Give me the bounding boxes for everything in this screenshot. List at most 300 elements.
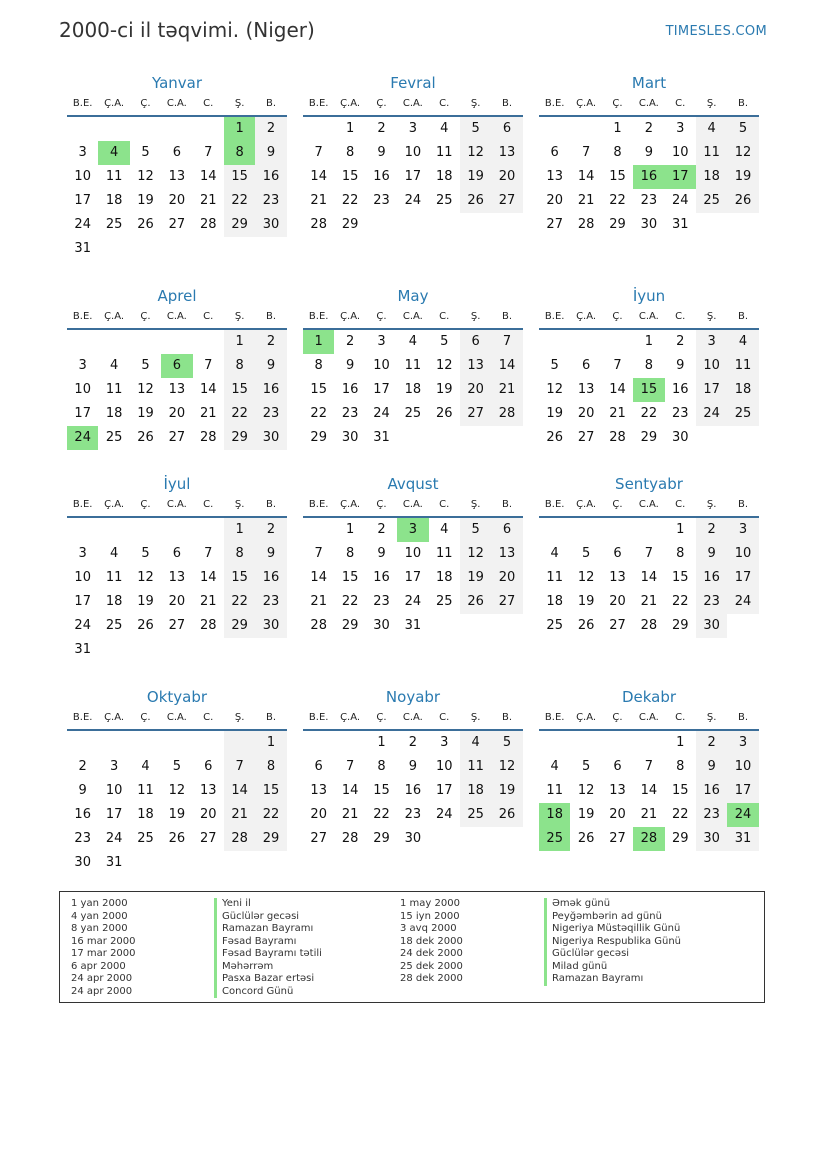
weekday-label: Ç.A. <box>104 311 125 322</box>
day-cell: 30 <box>255 426 286 450</box>
day-cell: 19 <box>435 382 453 397</box>
day-cell: 12 <box>137 169 154 184</box>
day-cell: 24 <box>105 831 123 846</box>
day-cell: 10 <box>74 382 91 397</box>
day-cell: 5 <box>581 546 591 561</box>
day-cell: 4 <box>440 121 449 136</box>
day-cell: 23 <box>696 803 727 827</box>
day-grid <box>303 117 523 237</box>
legend-holiday-name: Pasxa Bazar ertəsi <box>214 973 322 986</box>
day-cell: 2 <box>377 522 386 537</box>
day-cell: 16 <box>74 807 91 822</box>
day-cell: 6 <box>550 145 559 160</box>
day-cell: 3 <box>78 358 87 373</box>
day-cell: 20 <box>168 406 186 421</box>
day-cell: 11 <box>435 546 453 561</box>
weekday-label: Ş. <box>470 712 481 723</box>
weekday-label: C.A. <box>166 98 187 109</box>
day-cell: 16 <box>341 382 359 397</box>
day-cell: 30 <box>696 827 727 851</box>
day-cell: 25 <box>105 430 123 445</box>
brand-link[interactable]: TIMESLES.COM <box>665 24 767 39</box>
weekday-label: Ş. <box>470 311 481 322</box>
day-cell: 5 <box>141 145 150 160</box>
holiday-legend <box>59 891 765 1003</box>
weekday-label: Ç. <box>376 311 387 322</box>
day-grid <box>539 518 759 638</box>
day-cell: 24 <box>373 406 390 421</box>
day-cell: 21 <box>310 594 327 609</box>
day-cell: 4 <box>727 330 758 354</box>
month-name: Oktyabr <box>146 688 208 706</box>
day-cell: 29 <box>255 827 286 851</box>
day-cell: 6 <box>172 546 181 561</box>
legend-date: 15 iyn 2000 <box>400 910 460 922</box>
weekday-label: B. <box>266 311 277 322</box>
weekday-header <box>539 494 759 518</box>
weekday-label: Ç.A. <box>340 499 361 510</box>
day-cell: 8 <box>345 546 355 561</box>
day-cell: 24 <box>671 193 689 208</box>
day-cell: 12 <box>491 755 522 779</box>
day-cell: 18 <box>435 570 453 585</box>
day-cell: 8 <box>345 145 355 160</box>
day-cell: 10 <box>671 145 689 160</box>
day-cell: 12 <box>137 382 154 397</box>
legend-holiday-name: Ramazan Bayramı <box>214 923 322 936</box>
day-cell: 17 <box>727 779 758 803</box>
day-cell: 31 <box>74 642 91 657</box>
empty-cell <box>98 117 129 141</box>
weekday-header <box>303 93 523 117</box>
day-cell: 14 <box>199 570 217 585</box>
day-cell: 23 <box>373 594 390 609</box>
day-cell: 22 <box>341 193 359 208</box>
day-cell: 23 <box>255 402 286 426</box>
weekday-header <box>303 306 523 330</box>
day-cell: 14 <box>341 783 359 798</box>
weekday-label: C. <box>675 499 686 510</box>
weekday-label: Ş. <box>706 499 717 510</box>
weekday-label: B. <box>738 98 749 109</box>
day-cell: 19 <box>546 406 563 421</box>
day-grid <box>303 330 523 450</box>
weekday-label: Ç.A. <box>104 499 125 510</box>
day-cell: 13 <box>609 783 626 798</box>
day-cell: 17 <box>727 566 758 590</box>
legend-date: 1 yan 2000 <box>71 898 128 909</box>
weekday-label: B. <box>266 98 277 109</box>
weekday-label: C.A. <box>638 712 659 723</box>
legend-names-col-2 <box>544 898 681 986</box>
holiday-day-cell: 28 <box>633 827 664 851</box>
day-cell: 29 <box>224 213 255 237</box>
day-grid <box>539 731 759 851</box>
day-cell: 4 <box>109 546 119 561</box>
day-cell: 28 <box>199 618 217 633</box>
day-cell: 30 <box>255 614 286 638</box>
day-grid <box>539 117 759 237</box>
weekday-header <box>67 494 287 518</box>
day-cell: 20 <box>199 807 217 822</box>
empty-cell <box>539 330 570 354</box>
day-grid <box>303 731 523 851</box>
holiday-day-cell: 24 <box>67 426 98 450</box>
empty-cell <box>193 731 224 755</box>
day-cell: 1 <box>377 735 386 750</box>
day-cell: 14 <box>609 382 626 397</box>
day-cell: 11 <box>105 382 123 397</box>
day-cell: 24 <box>74 217 91 232</box>
day-cell: 16 <box>373 570 390 585</box>
empty-cell <box>303 117 334 141</box>
day-cell: 2 <box>345 334 355 349</box>
legend-holiday-name: Fəsad Bayramı tətili <box>214 948 322 961</box>
weekday-label: B.E. <box>72 712 93 723</box>
legend-holiday-name: Concord Günü <box>214 986 322 999</box>
weekday-label: Ç.A. <box>104 98 125 109</box>
month-block <box>67 73 287 261</box>
day-cell: 10 <box>404 546 422 561</box>
day-cell: 22 <box>609 193 626 208</box>
legend-date: 24 apr 2000 <box>71 973 133 984</box>
legend-names-col-1 <box>214 898 322 998</box>
month-block <box>303 73 523 237</box>
day-cell: 30 <box>696 614 727 638</box>
empty-cell <box>602 330 633 354</box>
day-cell: 6 <box>613 759 622 774</box>
day-cell: 4 <box>696 117 727 141</box>
month-name: Noyabr <box>385 688 441 706</box>
day-cell: 28 <box>224 827 255 851</box>
empty-cell <box>98 330 129 354</box>
weekday-label: Ç. <box>376 499 387 510</box>
day-cell: 22 <box>671 807 689 822</box>
day-cell: 10 <box>74 570 91 585</box>
day-cell: 23 <box>341 406 359 421</box>
legend-holiday-name: Peyğəmbərin ad günü <box>544 911 681 924</box>
legend-date: 18 dek 2000 <box>400 935 463 947</box>
day-cell: 29 <box>640 430 658 445</box>
day-cell: 24 <box>696 402 727 426</box>
holiday-day-cell: 25 <box>539 827 570 851</box>
day-cell: 20 <box>577 406 595 421</box>
day-cell: 7 <box>204 358 213 373</box>
day-cell: 17 <box>404 169 422 184</box>
day-cell: 29 <box>224 614 255 638</box>
day-cell: 19 <box>577 807 595 822</box>
day-cell: 27 <box>168 618 186 633</box>
day-cell: 30 <box>404 831 422 846</box>
day-grid <box>303 518 523 638</box>
day-cell: 11 <box>435 145 453 160</box>
day-cell: 14 <box>310 169 327 184</box>
day-cell: 11 <box>546 570 563 585</box>
day-cell: 28 <box>577 217 595 232</box>
weekday-header <box>539 93 759 117</box>
weekday-label: C. <box>675 712 686 723</box>
legend-date: 16 mar 2000 <box>71 935 136 947</box>
day-cell: 12 <box>137 570 154 585</box>
weekday-label: Ç.A. <box>576 499 597 510</box>
day-cell: 11 <box>460 755 491 779</box>
day-cell: 3 <box>109 759 119 774</box>
day-cell: 26 <box>727 189 758 213</box>
holiday-day-cell: 24 <box>727 803 758 827</box>
day-cell: 25 <box>105 217 123 232</box>
page-title: 2000-ci il təqvimi. (Niger) <box>59 18 315 42</box>
weekday-label: Ş. <box>234 499 245 510</box>
weekday-label: C. <box>203 499 214 510</box>
weekday-label: B. <box>738 712 749 723</box>
day-cell: 7 <box>204 546 213 561</box>
month-block <box>539 286 759 450</box>
holiday-day-cell: 6 <box>161 354 192 378</box>
month-name: Mart <box>631 74 667 92</box>
day-cell: 27 <box>546 217 563 232</box>
day-cell: 18 <box>404 382 422 397</box>
weekday-label: Ç.A. <box>576 712 597 723</box>
legend-holiday-name: Nigeriya Respublika Günü <box>544 936 681 949</box>
day-cell: 30 <box>341 430 359 445</box>
weekday-label: C.A. <box>402 98 423 109</box>
month-name: Yanvar <box>151 74 203 92</box>
day-cell: 20 <box>609 807 626 822</box>
day-cell: 17 <box>373 382 390 397</box>
day-cell: 6 <box>204 759 213 774</box>
day-cell: 31 <box>727 827 758 851</box>
day-cell: 11 <box>546 783 563 798</box>
empty-cell <box>570 518 601 542</box>
weekday-label: Ç.A. <box>576 98 597 109</box>
day-cell: 4 <box>408 334 417 349</box>
empty-cell <box>539 117 570 141</box>
day-cell: 30 <box>640 217 658 232</box>
day-cell: 29 <box>224 426 255 450</box>
day-cell: 6 <box>314 759 323 774</box>
day-cell: 12 <box>460 141 491 165</box>
legend-date: 1 may 2000 <box>400 898 460 909</box>
weekday-label: Ç.A. <box>340 311 361 322</box>
empty-cell <box>570 330 601 354</box>
day-cell: 28 <box>640 618 658 633</box>
weekday-label: B. <box>502 98 513 109</box>
day-cell: 22 <box>224 189 255 213</box>
day-cell: 30 <box>74 855 91 870</box>
month-block <box>539 474 759 638</box>
empty-cell <box>334 731 365 755</box>
day-cell: 1 <box>676 735 685 750</box>
day-cell: 13 <box>491 141 522 165</box>
legend-holiday-name: Əmək günü <box>544 898 681 911</box>
day-cell: 11 <box>137 783 154 798</box>
day-cell: 27 <box>310 831 327 846</box>
empty-cell <box>633 731 664 755</box>
day-cell: 20 <box>546 193 563 208</box>
empty-cell <box>224 731 255 755</box>
legend-dates-col-1 <box>71 898 136 998</box>
day-cell: 19 <box>137 406 154 421</box>
day-cell: 15 <box>310 382 327 397</box>
day-cell: 23 <box>74 831 91 846</box>
day-cell: 28 <box>491 402 522 426</box>
day-cell: 29 <box>373 831 390 846</box>
day-cell: 20 <box>310 807 327 822</box>
holiday-day-cell: 17 <box>665 165 696 189</box>
legend-holiday-name: Güclülər gecəsi <box>214 911 322 924</box>
empty-cell <box>193 117 224 141</box>
day-cell: 27 <box>577 430 595 445</box>
day-cell: 22 <box>224 590 255 614</box>
empty-cell <box>130 518 161 542</box>
day-cell: 10 <box>727 755 758 779</box>
weekday-label: B. <box>266 712 277 723</box>
day-cell: 9 <box>345 358 355 373</box>
weekday-header <box>67 306 287 330</box>
day-cell: 16 <box>696 566 727 590</box>
day-cell: 18 <box>460 779 491 803</box>
day-cell: 13 <box>546 169 563 184</box>
weekday-label: Ç. <box>140 98 151 109</box>
weekday-label: Ç. <box>612 311 623 322</box>
weekday-label: Ç. <box>376 98 387 109</box>
empty-cell <box>193 518 224 542</box>
day-cell: 7 <box>644 759 653 774</box>
day-cell: 28 <box>609 430 626 445</box>
day-cell: 23 <box>404 807 422 822</box>
day-cell: 29 <box>310 430 327 445</box>
month-block <box>303 474 523 638</box>
day-cell: 30 <box>255 213 286 237</box>
weekday-header <box>67 93 287 117</box>
day-cell: 26 <box>546 430 563 445</box>
empty-cell <box>539 518 570 542</box>
day-cell: 16 <box>255 378 286 402</box>
day-cell: 25 <box>460 803 491 827</box>
day-cell: 29 <box>341 618 359 633</box>
day-cell: 24 <box>404 594 422 609</box>
day-cell: 3 <box>727 518 758 542</box>
day-cell: 3 <box>78 145 87 160</box>
day-cell: 9 <box>696 755 727 779</box>
day-cell: 6 <box>613 546 622 561</box>
day-cell: 6 <box>172 145 181 160</box>
day-cell: 19 <box>137 193 154 208</box>
day-cell: 3 <box>408 121 417 136</box>
weekday-label: Ç. <box>376 712 387 723</box>
day-cell: 17 <box>404 570 422 585</box>
day-cell: 21 <box>199 406 217 421</box>
day-cell: 3 <box>676 121 685 136</box>
day-cell: 21 <box>341 807 359 822</box>
day-cell: 8 <box>676 546 685 561</box>
day-cell: 2 <box>78 759 87 774</box>
day-cell: 18 <box>696 165 727 189</box>
day-cell: 2 <box>696 731 727 755</box>
month-name: Sentyabr <box>615 475 683 493</box>
day-cell: 16 <box>696 779 727 803</box>
day-cell: 27 <box>168 430 186 445</box>
day-cell: 9 <box>644 145 653 160</box>
weekday-header <box>539 306 759 330</box>
weekday-label: Ş. <box>706 98 717 109</box>
day-cell: 5 <box>460 117 491 141</box>
day-cell: 10 <box>696 354 727 378</box>
day-cell: 1 <box>613 121 622 136</box>
weekday-label: B.E. <box>308 499 329 510</box>
day-grid <box>67 518 287 662</box>
day-cell: 2 <box>676 334 685 349</box>
day-cell: 9 <box>377 145 386 160</box>
holiday-day-cell: 18 <box>539 803 570 827</box>
day-cell: 20 <box>609 594 626 609</box>
day-cell: 15 <box>373 783 390 798</box>
weekday-label: C. <box>439 499 450 510</box>
holiday-day-cell: 3 <box>397 518 428 542</box>
weekday-label: C.A. <box>166 499 187 510</box>
month-block <box>539 73 759 237</box>
empty-cell <box>161 117 192 141</box>
weekday-header <box>67 707 287 731</box>
day-cell: 31 <box>404 618 422 633</box>
weekday-label: C. <box>439 712 450 723</box>
weekday-label: C. <box>439 98 450 109</box>
month-name: Fevral <box>390 74 436 92</box>
empty-cell <box>98 518 129 542</box>
legend-holiday-name: Ramazan Bayramı <box>544 973 681 986</box>
month-block <box>303 687 523 851</box>
day-grid <box>67 117 287 261</box>
day-cell: 27 <box>491 590 522 614</box>
day-cell: 11 <box>105 169 123 184</box>
day-cell: 9 <box>676 358 685 373</box>
day-cell: 3 <box>78 546 87 561</box>
day-cell: 21 <box>199 193 217 208</box>
month-name: Dekabr <box>621 688 677 706</box>
weekday-label: C.A. <box>638 499 659 510</box>
day-cell: 2 <box>696 518 727 542</box>
day-cell: 26 <box>137 618 154 633</box>
empty-cell <box>161 518 192 542</box>
day-cell: 5 <box>550 358 559 373</box>
day-cell: 8 <box>613 145 622 160</box>
legend-date: 3 avq 2000 <box>400 923 457 934</box>
day-cell: 23 <box>373 193 390 208</box>
empty-cell <box>130 330 161 354</box>
day-cell: 16 <box>404 783 422 798</box>
day-cell: 25 <box>696 189 727 213</box>
day-cell: 4 <box>460 731 491 755</box>
day-cell: 15 <box>341 570 359 585</box>
day-cell: 20 <box>491 566 522 590</box>
day-cell: 17 <box>74 406 91 421</box>
day-cell: 5 <box>141 546 150 561</box>
weekday-label: Ş. <box>470 98 481 109</box>
day-cell: 25 <box>435 193 453 208</box>
day-cell: 24 <box>74 618 91 633</box>
day-cell: 1 <box>345 121 355 136</box>
day-cell: 26 <box>435 406 453 421</box>
day-cell: 18 <box>137 807 154 822</box>
weekday-label: B.E. <box>72 311 93 322</box>
legend-date: 25 dek 2000 <box>400 960 463 972</box>
day-cell: 19 <box>577 594 595 609</box>
day-cell: 14 <box>224 779 255 803</box>
day-cell: 7 <box>314 145 323 160</box>
day-cell: 16 <box>255 566 286 590</box>
day-cell: 20 <box>460 378 491 402</box>
day-cell: 2 <box>255 330 286 354</box>
